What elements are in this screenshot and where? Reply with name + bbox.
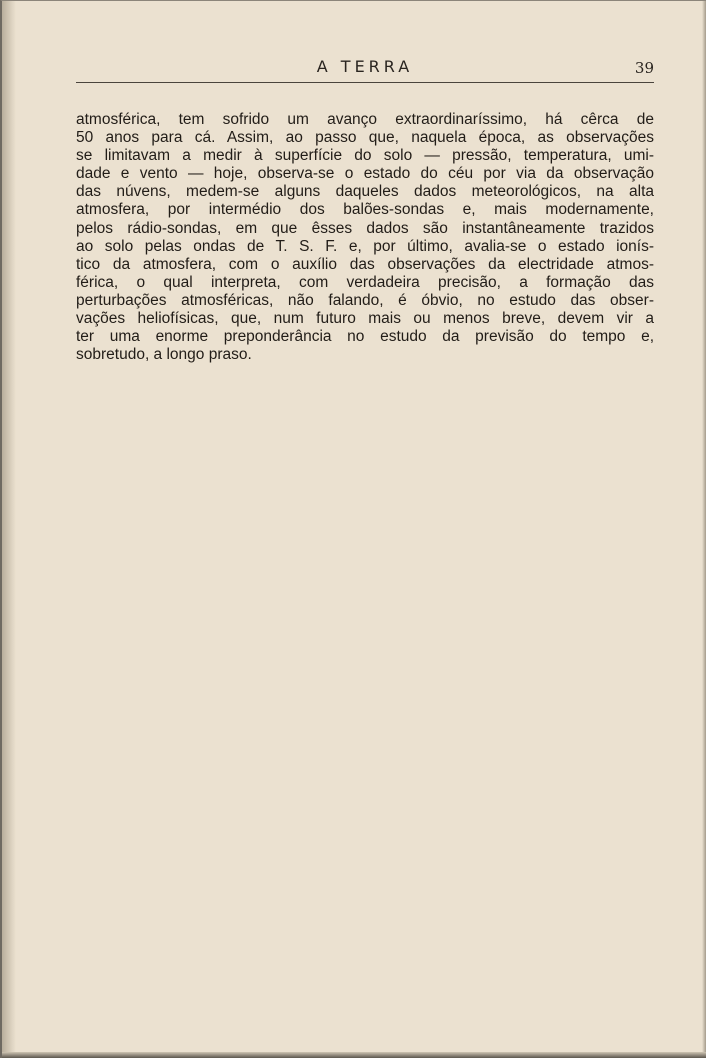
text-line: dade e vento — hoje, observa-se o estado do céu por via da observação <box>76 165 654 183</box>
text-line: tico da atmosfera, com o auxílio das observações da electridade atmos- <box>76 255 654 273</box>
running-head <box>76 56 654 83</box>
text-line: férica, o qual interpreta, com verdadeira precisão, a formação das <box>76 273 654 291</box>
page-gutter-shadow <box>2 1 16 1058</box>
text-line: ter uma enorme preponderância no estudo da previsão do tempo e, <box>76 328 654 346</box>
text-line: das núvens, medem-se alguns daqueles dados meteorológicos, na alta <box>76 183 654 201</box>
text-line: atmosfera, por intermédio dos balões-sondas e, mais modernamente, <box>76 201 654 219</box>
page-bottom-edge <box>2 1052 706 1058</box>
page-right-edge <box>702 1 706 1058</box>
running-title: A TERRA <box>316 57 414 76</box>
text-line: ao solo pelas ondas de T. S. F. e, por último, avalia-se o estado ionís- <box>76 237 654 255</box>
text-line: perturbações atmosféricas, não falando, é óbvio, no estudo das obser- <box>76 291 654 309</box>
body-paragraph <box>76 111 654 364</box>
text-line: vações heliofísicas, que, num futuro mais ou menos breve, devem vir a <box>76 310 654 328</box>
text-line: se limitavam a medir à superfície do solo — pressão, temperatura, umi- <box>76 147 654 165</box>
text-line: sobretudo, a longo praso. <box>76 346 252 364</box>
text-line: pelos rádio-sondas, em que êsses dados são instantâneamente trazidos <box>76 219 654 237</box>
page-number: 39 <box>634 59 654 77</box>
text-line: 50 anos para cá. Assim, ao passo que, naquela época, as observações <box>76 129 654 147</box>
text-line: atmosférica, tem sofrido um avanço extraordinaríssimo, há cêrca de <box>76 111 654 128</box>
